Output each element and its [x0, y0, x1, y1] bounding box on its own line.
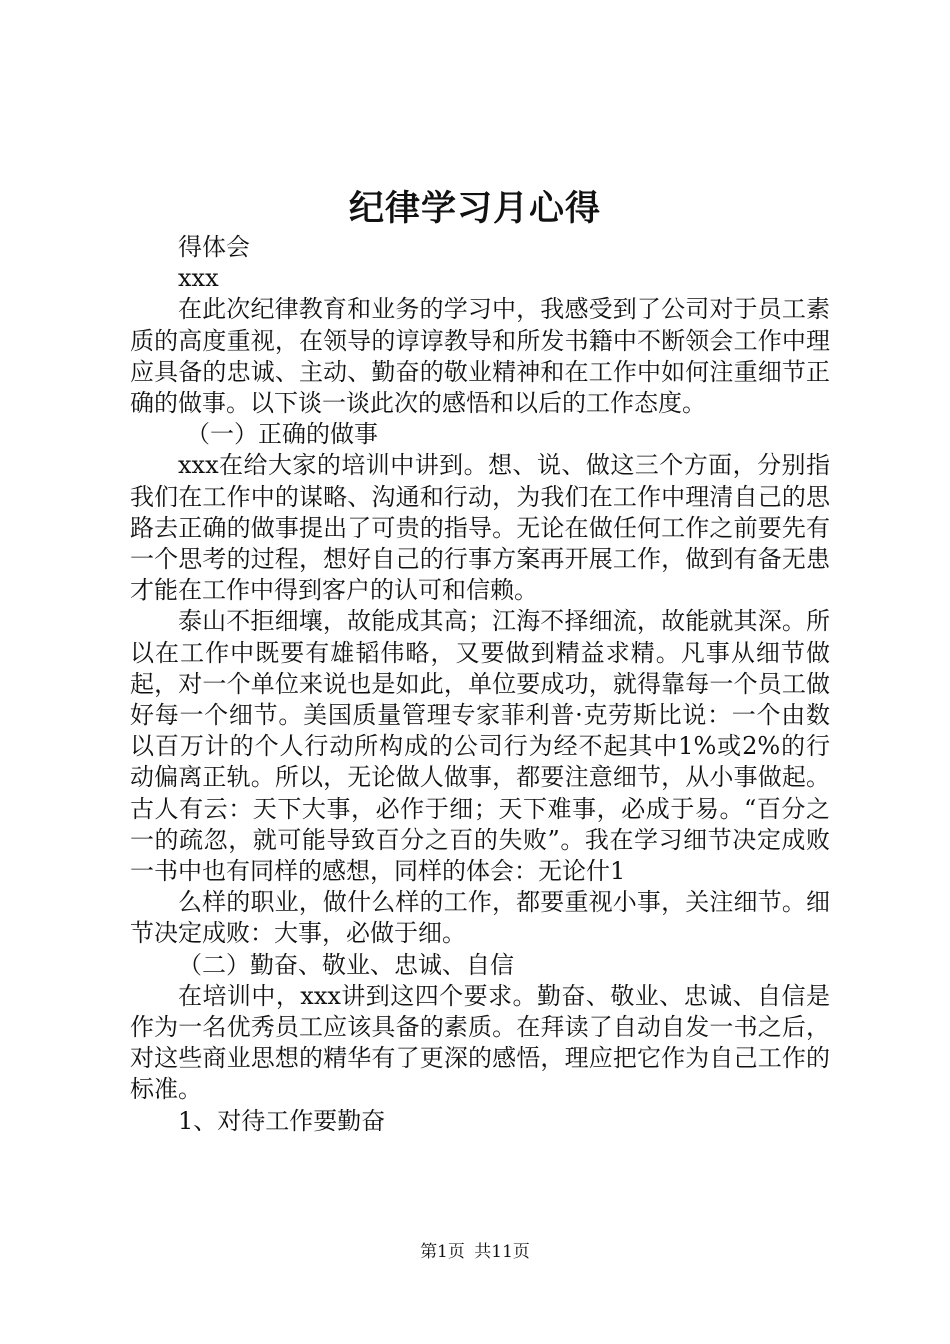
paragraph-section-2-a: 在培训中，xxx讲到这四个要求。勤奋、敬业、忠诚、自信是作为一名优秀员工应该具备的素质。在拜读了自动自发一书之后，对这些商业思想的精华有了更深的感悟，理应把它作为自己工作的标准。 [130, 981, 830, 1104]
section-heading-1: （一）正确的做事 [186, 420, 378, 449]
document-title: 纪律学习月心得 [348, 188, 601, 229]
paragraph-section-1-b: 泰山不拒细壤，故能成其高；江海不择细流，故能就其深。所以在工作中既要有雄韬伟略，又要做到精益求精。凡事从细节做起，对一个单位来说也是如此，单位要成功，就得靠每一个员工做好每一个细节。美国质量管理专家菲利普·克劳斯比说：一个由数以百万计的个人行动所构成的公司行为经不起其中1%或2%的行动偏离正轨。所以，无论做人做事，都要注意细节，从小事做起。古人有云：天下大事，必作于细；天下难事，必成于易。“百分之一的疏忽，就可能导致百分之百的失败”。我在学习细节决定成败一书中也有同样的感想，同样的体会：无论什1 [130, 607, 830, 886]
page-total: 共11页 [474, 1242, 530, 1262]
page-number: 第1页 [420, 1242, 465, 1262]
paragraph-section-1-a: xxx在给大家的培训中讲到。想、说、做这三个方面，分别指我们在工作中的谋略、沟通和行动，为我们在工作中理清自己的思路去正确的做事提出了可贵的指导。无论在做任何工作之前要先有一个思考的过程，想好自己的行事方案再开展工作，做到有备无患才能在工作中得到客户的认可和信赖。 [130, 451, 830, 605]
subsection-heading-1: 1、对待工作要勤奋 [178, 1106, 386, 1135]
paragraph-intro: 在此次纪律教育和业务的学习中，我感受到了公司对于员工素质的高度重视，在领导的谆谆教导和所发书籍中不断领会工作中理应具备的忠诚、主动、勤奋的敬业精神和在工作中如何注重细节正确的做事。以下谈一谈此次的感悟和以后的工作态度。 [130, 295, 830, 418]
document-body [130, 232, 830, 1137]
paragraph-section-1-c: 么样的职业，做什么样的工作，都要重视小事，关注细节。细节决定成败：大事，必做于细。 [130, 888, 830, 948]
page-footer [0, 1240, 950, 1264]
paragraph-heading-continuation: 得体会 [178, 233, 250, 261]
paragraph-author: xxx [178, 264, 219, 293]
section-heading-2: （二）勤奋、敬业、忠诚、自信 [178, 950, 514, 979]
